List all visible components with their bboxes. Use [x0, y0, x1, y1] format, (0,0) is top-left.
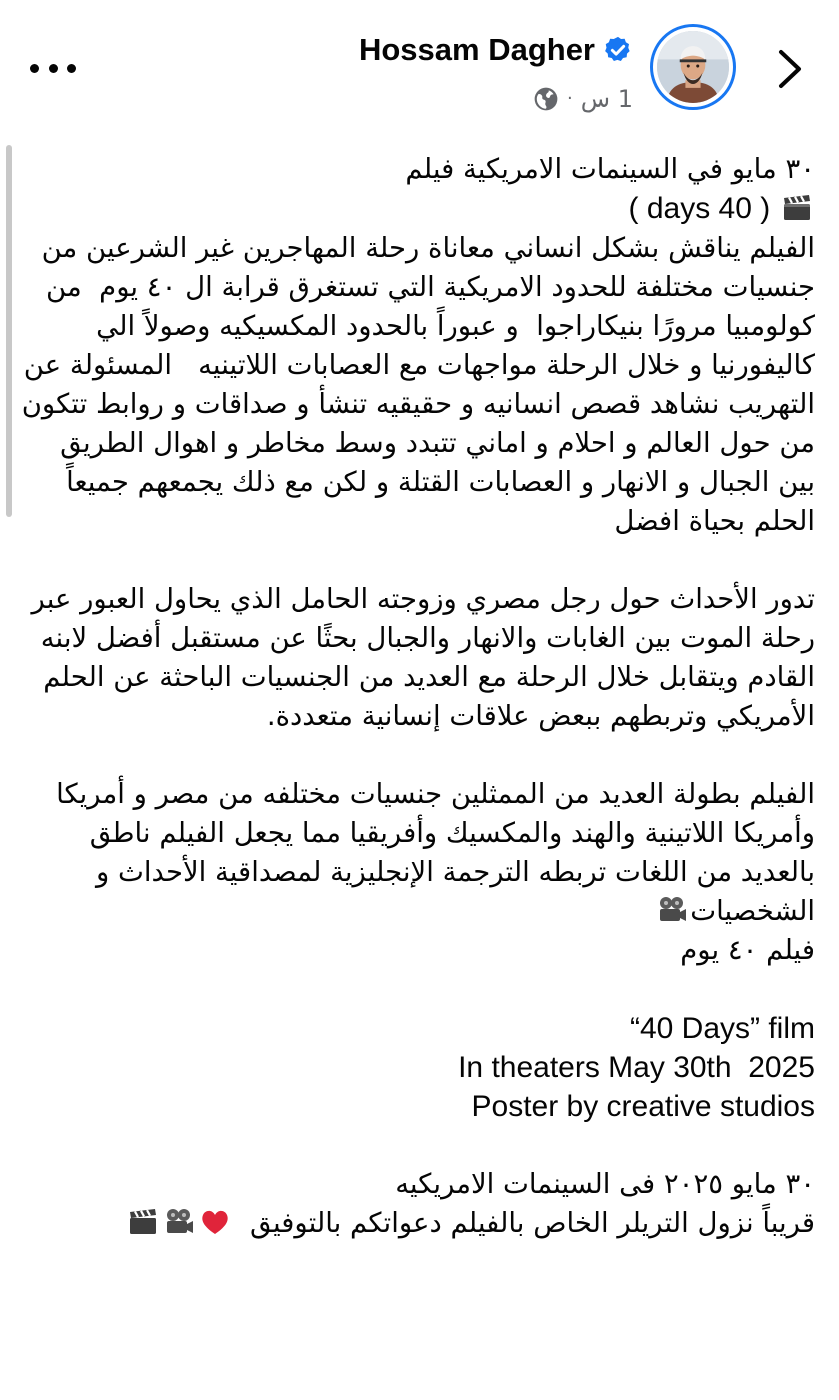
avatar[interactable]	[650, 24, 736, 110]
red-heart-icon	[199, 1207, 231, 1237]
english-line-2: In theaters May 30th 2025	[458, 1051, 815, 1084]
post-header	[0, 0, 839, 130]
intro-title: ( 40 days )	[628, 192, 771, 225]
author-block	[359, 30, 633, 114]
post-timestamp[interactable]: 1 س	[580, 85, 633, 113]
avatar-portrait	[657, 31, 729, 103]
spacer	[15, 1126, 815, 1165]
author-name[interactable]: Hossam Dagher	[358, 32, 595, 67]
post-body	[12, 150, 815, 1243]
spacer	[15, 970, 815, 1009]
closing-line-1: ٣٠ مايو ٢٠٢٥ فى السينمات الامريكيه	[395, 1168, 815, 1200]
intro-line-2	[15, 189, 815, 229]
post-meta	[359, 84, 633, 114]
paragraph-3-text: الفيلم بطولة العديد من الممثلين جنسيات مختلفه من مصر و أمريكا وأمريكا اللاتينية والهند والمكسيك وأفريقيا مما يجعل الفيلم ناطق بالعديد من اللغات تربطه الترجمة الإنجليزية لمصداقية الأحداث و الشخصيات	[47, 778, 815, 927]
intro-line-1: ٣٠ مايو في السينمات الامريكية فيلم	[405, 153, 815, 185]
globe-icon[interactable]	[533, 86, 559, 112]
film-projector-icon	[656, 895, 688, 925]
chevron-right-icon[interactable]	[775, 48, 805, 90]
more-options-button[interactable]	[30, 58, 76, 78]
spacer	[15, 736, 815, 775]
meta-separator: ·	[567, 88, 573, 109]
more-dot-icon	[49, 64, 58, 73]
paragraph-3	[15, 775, 815, 931]
english-line-1: “40 Days” film	[629, 1012, 815, 1045]
clapper-board-icon	[781, 193, 813, 223]
closing-line-2-text: قريباً نزول التريلر الخاص بالفيلم دعواتكم بالتوفيق	[250, 1207, 815, 1239]
paragraph-3-tail: فيلم ٤٠ يوم	[680, 934, 815, 966]
film-projector-icon	[163, 1207, 195, 1237]
more-dot-icon	[30, 64, 39, 73]
english-line-3: Poster by creative studios	[471, 1090, 815, 1123]
verified-badge-icon	[603, 35, 633, 65]
more-dot-icon	[67, 64, 76, 73]
spacer	[15, 541, 815, 580]
closing-line-2	[15, 1204, 815, 1243]
paragraph-1: الفيلم يناقش بشكل انساني معاناة رحلة المهاجرين غير الشرعين من جنسيات مختلفة للحدود الامريكية التي تستغرق قرابة ال ٤٠ يوم من كولومبيا مرورًا بنيكاراجوا و عبوراً بالحدود المكسيكيه وصولاً الي كاليفورنيا و خلال الرحلة مواجهات مع العصابات اللاتينيه المسئولة عن التهريب نشاهد قصص انسانيه و حقيقيه تنشأ و صداقات و روابط تتكون من حول العالم و احلام و اماني تتبدد وسط مخاطر و اهوال الطريق بين الجبال و الانهار و العصابات القتلة و لكن مع ذلك يجمعهم جميعاً الحلم بحياة افضل	[12, 232, 815, 537]
clapper-board-icon	[127, 1207, 159, 1237]
scrollbar[interactable]	[6, 145, 12, 517]
paragraph-2: تدور الأحداث حول رجل مصري وزوجته الحامل الذي يحاول العبور عبر رحلة الموت بين الغابات والانهار والجبال بحثًا عن مستقبل أفضل لابنه القادم ويتقابل خلال الرحلة مع العديد من الجنسيات الباحثة عن الحلم الأمريكي وتربطهم ببعض علاقات إنسانية متعددة.	[22, 583, 815, 732]
avatar-image	[657, 31, 729, 103]
